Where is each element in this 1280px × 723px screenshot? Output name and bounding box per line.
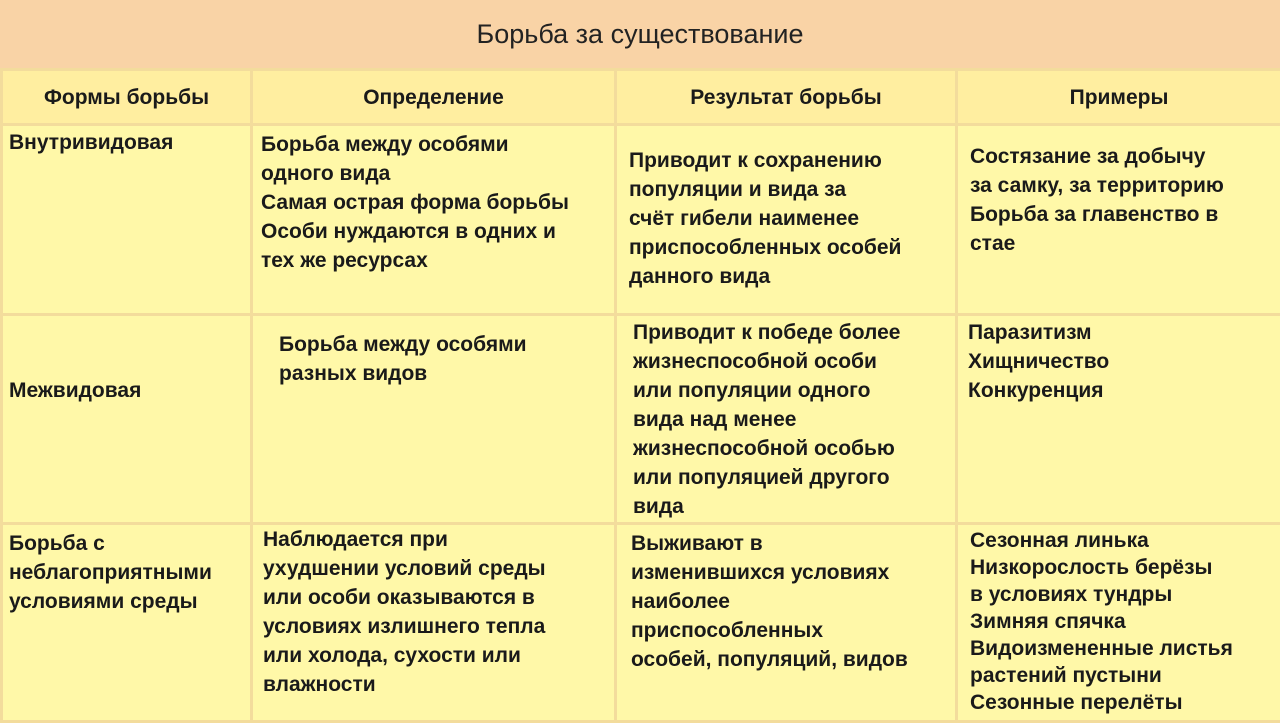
cell-definition: Борьба между особями одного вида Самая острая форма борьбы Особи нуждаются в одних и тех же ресурсах bbox=[252, 125, 616, 315]
table-row bbox=[2, 125, 1280, 315]
table-header-row bbox=[2, 70, 1280, 125]
struggle-table bbox=[0, 68, 1280, 723]
header-definition: Определение bbox=[252, 70, 616, 125]
cell-examples: Паразитизм Хищничество Конкуренция bbox=[957, 315, 1280, 523]
cell-form: Внутривидовая bbox=[2, 125, 252, 315]
cell-form: Борьба с неблагоприятными условиями среды bbox=[2, 523, 252, 721]
cell-examples: Состязание за добычу за самку, за территорию Борьба за главенство в стае bbox=[957, 125, 1280, 315]
table-row bbox=[2, 523, 1280, 721]
header-examples: Примеры bbox=[957, 70, 1280, 125]
header-forms: Формы борьбы bbox=[2, 70, 252, 125]
header-result: Результат борьбы bbox=[616, 70, 957, 125]
cell-result: Приводит к победе более жизнеспособной особи или популяции одного вида над менее жизнеспособной особью или популяцией другого вида bbox=[616, 315, 957, 523]
cell-result: Выживают в изменившихся условиях наиболее приспособленных особей, популяций, видов bbox=[616, 523, 957, 721]
cell-examples: Сезонная линька Низкорослость берёзы в условиях тундры Зимняя спячка Видоизмененные листья растений пустыни Сезонные перелёты bbox=[957, 523, 1280, 721]
cell-definition: Наблюдается при ухудшении условий среды или особи оказываются в условиях излишнего тепла или холода, сухости или влажности bbox=[252, 523, 616, 721]
cell-definition: Борьба между особями разных видов bbox=[252, 315, 616, 523]
cell-result: Приводит к сохранению популяции и вида за счёт гибели наименее приспособленных особей данного вида bbox=[616, 125, 957, 315]
table-row bbox=[2, 315, 1280, 523]
page-title: Борьба за существование bbox=[0, 0, 1280, 68]
cell-form: Межвидовая bbox=[2, 315, 252, 523]
